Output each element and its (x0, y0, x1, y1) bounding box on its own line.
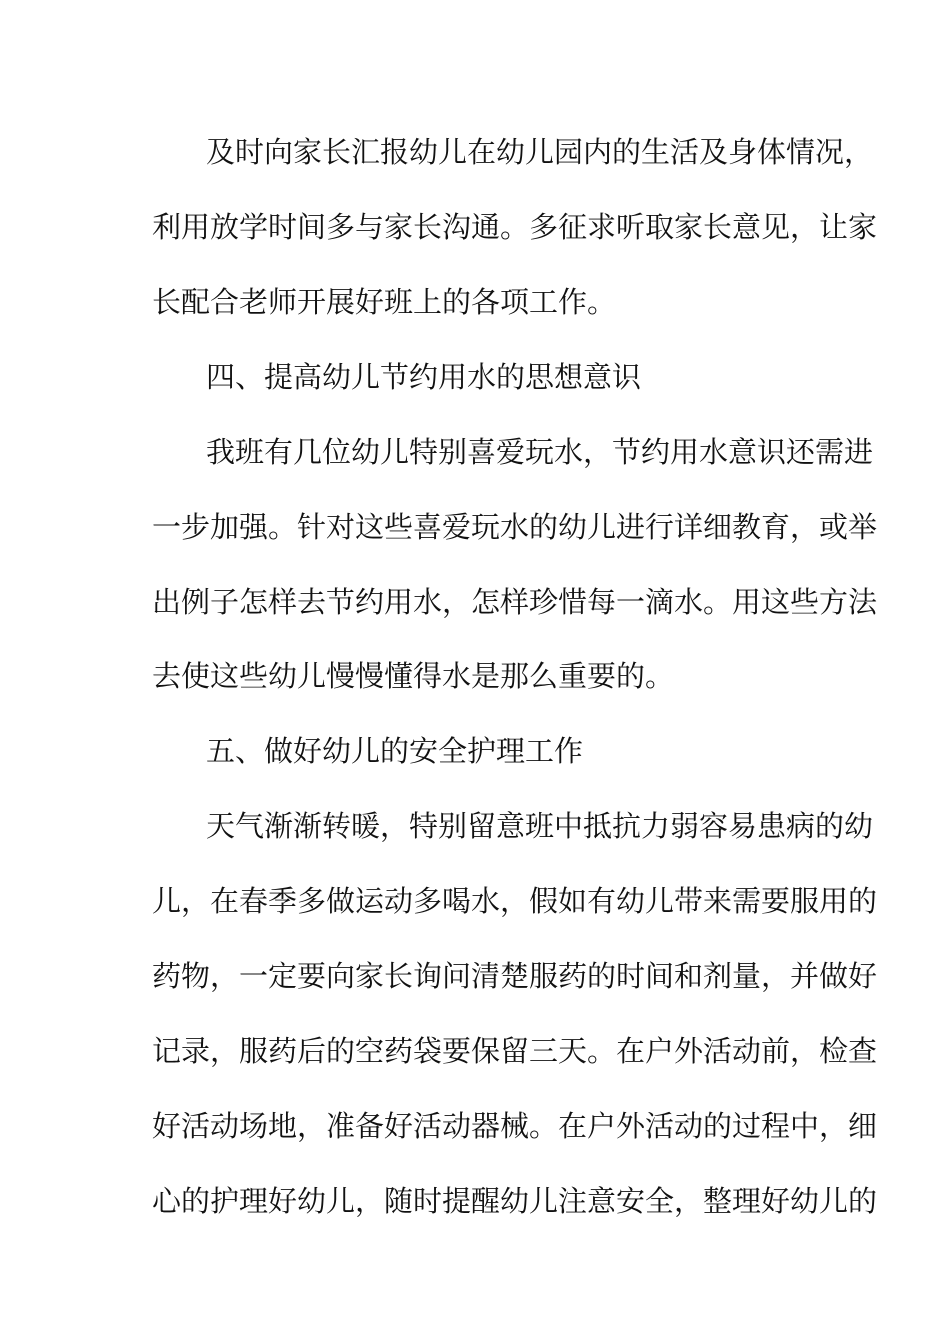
text-line: 及时向家长汇报幼儿在幼儿园内的生活及身体情况， (206, 135, 874, 169)
text-line: 好活动场地，准备好活动器械。在户外活动的过程中，细 (152, 1109, 878, 1143)
text-line: 天气渐渐转暖，特别留意班中抵抗力弱容易患病的幼 (206, 809, 874, 843)
section-heading: 四、提高幼儿节约用水的思想意识 (206, 360, 642, 394)
section-heading: 五、做好幼儿的安全护理工作 (206, 734, 584, 768)
text-line: 心的护理好幼儿，随时提醒幼儿注意安全，整理好幼儿的 (152, 1184, 878, 1218)
text-line: 药物，一定要向家长询问清楚服药的时间和剂量，并做好 (152, 959, 878, 993)
text-line: 我班有几位幼儿特别喜爱玩水，节约用水意识还需进 (206, 435, 874, 469)
text-line: 利用放学时间多与家长沟通。多征求听取家长意见，让家 (152, 210, 878, 244)
text-line: 记录，服药后的空药袋要保留三天。在户外活动前，检查 (152, 1034, 878, 1068)
text-line: 出例子怎样去节约用水，怎样珍惜每一滴水。用这些方法 (152, 585, 878, 619)
text-line: 长配合老师开展好班上的各项工作。 (152, 285, 617, 319)
text-line: 儿，在春季多做运动多喝水，假如有幼儿带来需要服用的 (152, 884, 878, 918)
text-line: 一步加强。针对这些喜爱玩水的幼儿进行详细教育，或举 (152, 510, 878, 544)
text-line: 去使这些幼儿慢慢懂得水是那么重要的。 (152, 659, 675, 693)
